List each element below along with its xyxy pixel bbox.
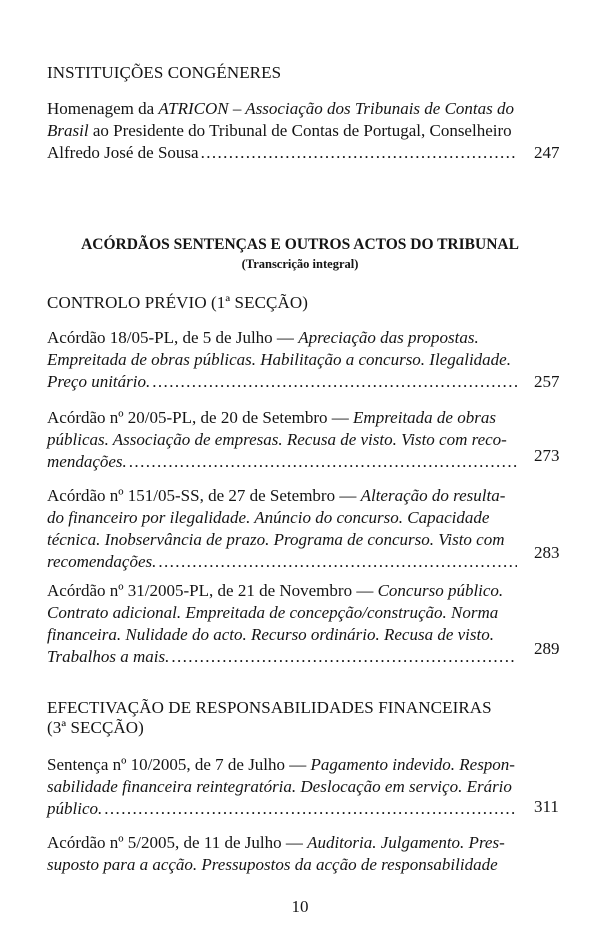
section-heading-instituicoes: INSTITUIÇÕES CONGÉNERES [47,63,282,82]
page-ref: 247 [534,143,560,162]
toc-entry-sentenca-10-2005[interactable] [47,754,517,820]
main-section-title: ACÓRDÃOS SENTENÇAS E OUTROS ACTOS DO TRIBUNAL [81,236,519,253]
entry-line: Empreitada de obras públicas. Habilitação a concurso. Ilegalidade. [47,350,511,369]
entry-line: públicas. Associação de empresas. Recusa de visto. Visto com reco- [47,430,507,449]
toc-entry-acordao-5-2005[interactable] [47,832,517,876]
entry-line: Acórdão nº 5/2005, de 11 de Julho — Auditoria. Julgamento. Pres- [47,833,505,852]
page-number: 10 [291,897,309,916]
toc-entry-acordao-20-05[interactable] [47,407,517,473]
section-heading-controlo-previo: CONTROLO PRÉVIO (1ª SECÇÃO) [47,293,308,312]
entry-line: financeira. Nulidade do acto. Recurso ordinário. Recusa de visto. [47,625,494,644]
entry-line-with-leader: recomendações. ..... [47,551,517,573]
page-ref: 257 [534,372,560,391]
entry-line: do financeiro por ilegalidade. Anúncio do concurso. Capacidade [47,508,490,527]
entry-line: Acórdão 18/05-PL, de 5 de Julho — Apreciação das propostas. [47,328,479,347]
section-heading-efectivacao: EFECTIVAÇÃO DE RESPONSABILIDADES FINANCEIRAS [47,698,492,717]
entry-line: Sentença nº 10/2005, de 7 de Julho — Pagamento indevido. Respon- [47,755,515,774]
entry-line-with-leader: Preço unitário. ..... [47,371,517,393]
entry-line: técnica. Inobservância de prazo. Programa de concurso. Visto com [47,530,505,549]
toc-entry-acordao-18-05[interactable] [47,327,517,393]
dot-leader [104,798,517,820]
dot-leader [171,646,517,668]
dot-leader [158,551,517,573]
main-section-subtitle: (Transcrição integral) [241,257,359,271]
toc-entry-homenagem[interactable] [47,98,517,164]
entry-line-with-leader: Trabalhos a mais. ..... [47,646,517,668]
page-ref: 283 [534,543,560,562]
entry-line: Acórdão nº 20/05-PL, de 20 de Setembro — Empreitada de obras [47,408,496,427]
dot-leader [152,371,517,393]
entry-line: Acórdão nº 31/2005-PL, de 21 de Novembro — Concurso público. [47,581,504,600]
entry-line-with-leader: público. ..... [47,798,517,820]
page-ref: 273 [534,446,560,465]
page-ref: 289 [534,639,560,658]
dot-leader [129,451,517,473]
entry-line: Brasil ao Presidente do Tribunal de Contas de Portugal, Conselheiro [47,121,512,140]
dot-leader [201,142,517,164]
toc-entry-acordao-31-2005[interactable] [47,580,517,668]
entry-line: Homenagem da ATRICON – Associação dos Tribunais de Contas do [47,99,515,118]
toc-entry-acordao-151-05[interactable] [47,485,517,573]
entry-line: suposto para a acção. Pressupostos da acção de responsabilidade [47,855,498,874]
section-heading-efectivacao-seccao: (3ª SECÇÃO) [47,718,144,737]
entry-line-with-leader: mendações. ..... [47,451,517,473]
entry-line: sabilidade financeira reintegratória. Deslocação em serviço. Erário [47,777,512,796]
entry-line: Contrato adicional. Empreitada de concepção/construção. Norma [47,603,499,622]
entry-line-with-leader: Alfredo José de Sousa ..... [47,142,517,164]
page-ref: 311 [534,797,559,816]
entry-line: Acórdão nº 151/05-SS, de 27 de Setembro — Alteração do resulta- [47,486,506,505]
